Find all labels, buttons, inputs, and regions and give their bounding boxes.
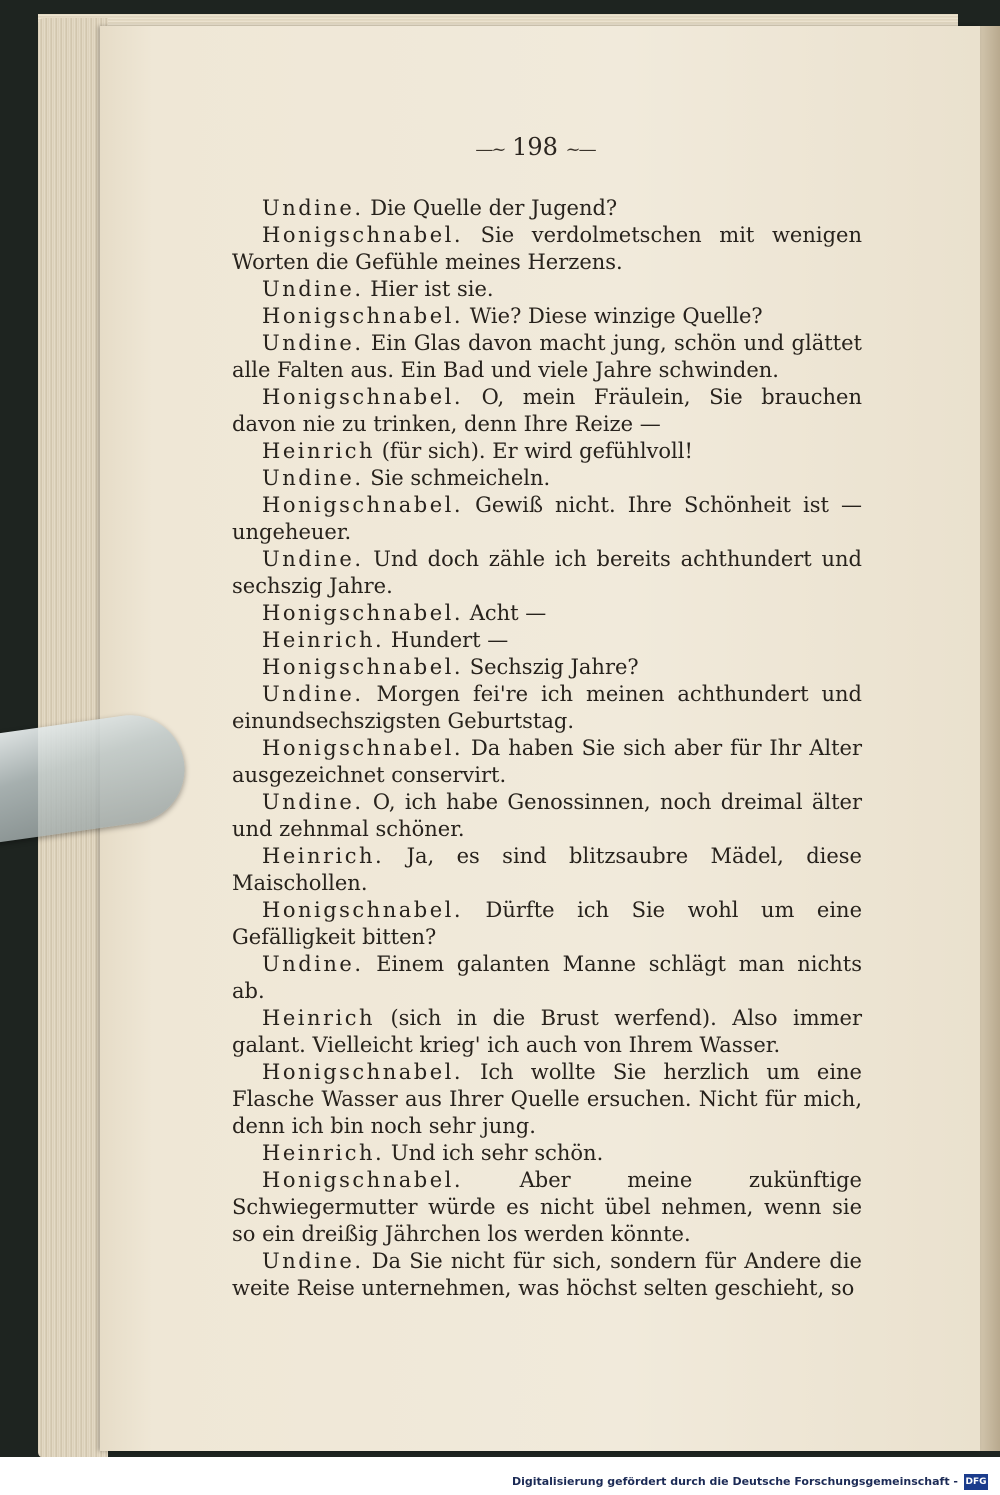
speaker-name: Honigschnabel.: [262, 304, 464, 328]
header-ornament-left: —~: [475, 139, 505, 160]
dialogue-text: Ich wollte Sie herzlich um eine Flasche Wasser aus Ihrer Quelle ersuchen. Nicht für mich, denn ich bin noch sehr jung.: [232, 1060, 862, 1138]
speaker-name: Honigschnabel.: [262, 493, 464, 517]
speaker-name: Undine.: [262, 331, 364, 355]
page-header: [440, 133, 630, 161]
speaker-name: Honigschnabel.: [262, 385, 464, 409]
dialogue-text: (sich in die Brust werfend). Also immer galant. Vielleicht krieg' ich auch von Ihrem Wasser.: [232, 1006, 862, 1057]
dialogue-paragraph: [232, 546, 862, 600]
dialogue-text: O, ich habe Genossinnen, noch dreimal älter und zehnmal schöner.: [232, 790, 862, 841]
speaker-name: Heinrich.: [262, 844, 385, 868]
dialogue-paragraph: [232, 384, 862, 438]
dialogue-text: Aber meine zukünftige Schwiegermutter würde es nicht übel nehmen, wenn sie so ein dreißig Jährchen los werden könnte.: [232, 1168, 862, 1246]
dialogue-text: Dürfte ich Sie wohl um eine Gefälligkeit bitten?: [232, 898, 863, 949]
speaker-name: Undine.: [262, 547, 364, 571]
footer-credit: Digitalisierung gefördert durch die Deutsche Forschungsgemeinschaft -: [511, 1475, 958, 1488]
dialogue-text: Sechszig Jahre?: [469, 655, 639, 679]
dialogue-paragraph: [232, 897, 862, 951]
dialogue-text: Sie verdolmetschen mit wenigen Worten die Gefühle meines Herzens.: [232, 223, 862, 274]
speaker-name: Honigschnabel.: [262, 223, 464, 247]
dialogue-text: Und doch zähle ich bereits achthundert und sechszig Jahre.: [232, 547, 862, 598]
dialogue-paragraph: [232, 951, 862, 1005]
speaker-name: Undine.: [262, 466, 364, 490]
dialogue-paragraph: [232, 222, 862, 276]
dialogue-text: Hundert —: [390, 628, 509, 652]
dialogue-text: Da Sie nicht für sich, sondern für Andere die weite Reise unternehmen, was höchst selten geschieht, so: [232, 1249, 862, 1300]
speaker-name: Honigschnabel.: [262, 655, 464, 679]
speaker-name: Honigschnabel.: [262, 1168, 464, 1192]
dialogue-text: Hier ist sie.: [370, 277, 494, 301]
speaker-name: Undine.: [262, 196, 364, 220]
dialogue-text: (für sich). Er wird gefühlvoll!: [381, 439, 693, 463]
speaker-name: Undine.: [262, 682, 364, 706]
dialogue-text: Acht —: [469, 601, 547, 625]
speaker-name: Heinrich.: [262, 628, 385, 652]
dialogue-paragraph: [232, 438, 862, 465]
speaker-name: Heinrich.: [262, 1141, 385, 1165]
page-text: [232, 195, 862, 1302]
dialogue-text: Ein Glas davon macht jung, schön und glättet alle Falten aus. Ein Bad und viele Jahre schwinden.: [232, 331, 862, 382]
dialogue-paragraph: [232, 735, 862, 789]
dialogue-text: Sie schmeicheln.: [370, 466, 551, 490]
dialogue-paragraph: [232, 1059, 862, 1140]
dialogue-paragraph: [232, 1140, 862, 1167]
dialogue-text: Wie? Diese winzige Quelle?: [469, 304, 763, 328]
speaker-name: Undine.: [262, 277, 364, 301]
dialogue-paragraph: [232, 195, 862, 222]
dialogue-paragraph: [232, 843, 862, 897]
header-ornament-right: ~—: [565, 139, 595, 160]
speaker-name: Heinrich: [262, 1006, 376, 1030]
dialogue-paragraph: [232, 1005, 862, 1059]
speaker-name: Honigschnabel.: [262, 1060, 464, 1084]
dialogue-paragraph: [232, 330, 862, 384]
footer-bar: [0, 1457, 1000, 1495]
dialogue-paragraph: [232, 1167, 862, 1248]
speaker-name: Honigschnabel.: [262, 898, 464, 922]
dialogue-paragraph: [232, 681, 862, 735]
dialogue-paragraph: [232, 1248, 862, 1302]
speaker-name: Heinrich: [262, 439, 376, 463]
speaker-name: Honigschnabel.: [262, 736, 464, 760]
dfg-logo: DFG: [964, 1474, 988, 1490]
page-number: 198: [512, 133, 558, 161]
dialogue-text: Ja, es sind blitzsaubre Mädel, diese Maischollen.: [232, 844, 862, 895]
dialogue-paragraph: [232, 627, 862, 654]
dialogue-text: Die Quelle der Jugend?: [370, 196, 618, 220]
dialogue-text: O, mein Fräulein, Sie brauchen davon nie zu trinken, denn Ihre Reize —: [232, 385, 862, 436]
dialogue-paragraph: [232, 276, 862, 303]
dialogue-paragraph: [232, 492, 862, 546]
dialogue-paragraph: [232, 303, 862, 330]
dialogue-text: Einem galanten Manne schlägt man nichts ab.: [232, 952, 862, 1003]
dialogue-text: Und ich sehr schön.: [390, 1141, 604, 1165]
speaker-name: Undine.: [262, 952, 364, 976]
dialogue-text: Morgen fei're ich meinen achthundert und einundsechszigsten Geburtstag.: [232, 682, 862, 733]
dialogue-paragraph: [232, 654, 862, 681]
speaker-name: Undine.: [262, 790, 364, 814]
dialogue-text: Gewiß nicht. Ihre Schönheit ist — ungeheuer.: [232, 493, 862, 544]
dialogue-paragraph: [232, 600, 862, 627]
speaker-name: Honigschnabel.: [262, 601, 464, 625]
dialogue-text: Da haben Sie sich aber für Ihr Alter ausgezeichnet conservirt.: [232, 736, 862, 787]
dialogue-paragraph: [232, 789, 862, 843]
dialogue-paragraph: [232, 465, 862, 492]
speaker-name: Undine.: [262, 1249, 364, 1273]
